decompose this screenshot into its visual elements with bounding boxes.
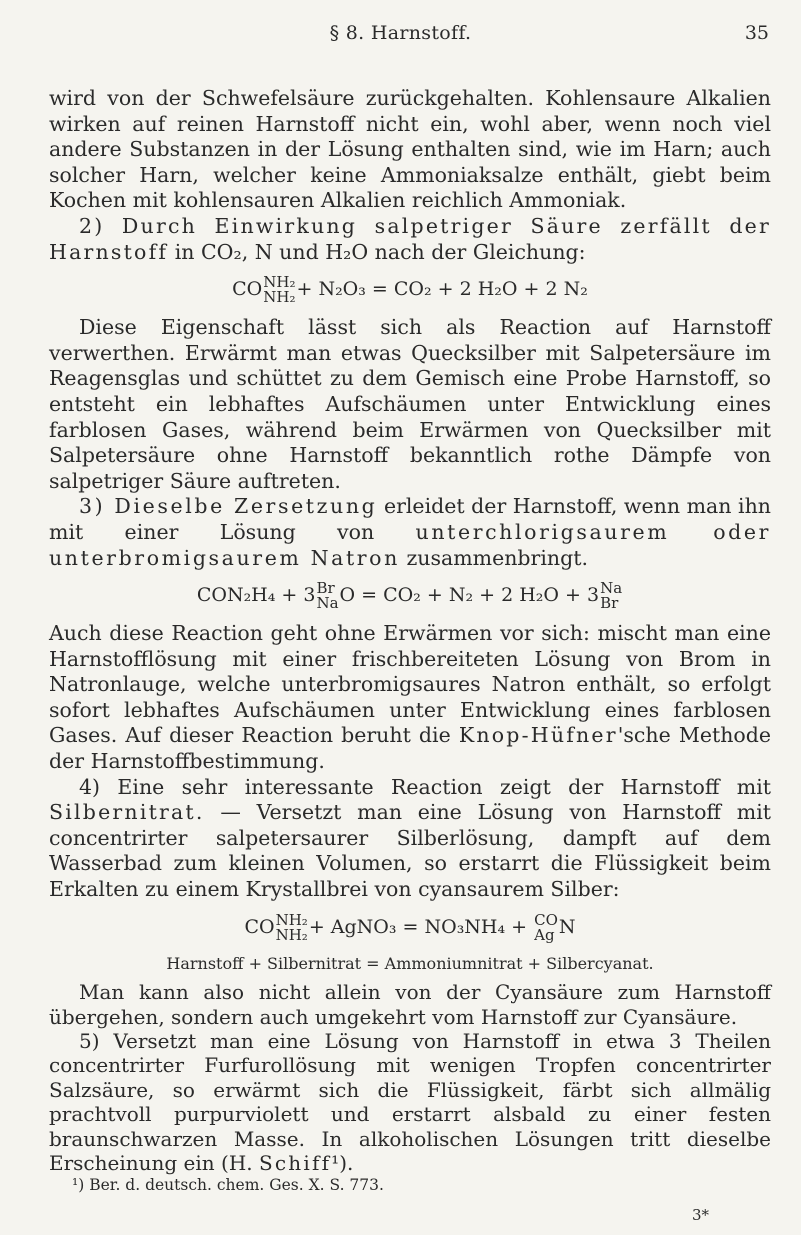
equation-3-frac2-bottom: Ag [534, 925, 555, 944]
equation-3-frac-bottom: NH₂ [275, 925, 308, 944]
paragraph-6-lead: 4) Eine sehr interessante Reaction zeigt der Harnstoff mit [79, 774, 771, 799]
equation-1 [49, 267, 771, 313]
equation-3-mid: + AgNO₃ = NO₃NH₄ + [308, 915, 534, 938]
page-number: 35 [744, 22, 769, 44]
paragraph-3: Diese Eigenschaft lässt sich als Reaction auf Harnstoff verwerthen. Erwärmt man etwas Quecksilber mit Salpetersäure im Reagensglas und schüttet zu dem Gemisch eine Probe Harnstoff, so entsteht ein lebhaftes Aufschäumen unter Entwicklung eines farblosen Gases, während beim Erwärmen von Quecksilber mit Salpetersäure ohne Harnstoff bekanntlich rothe Dämpfe von salpetriger Säure auftreten. [49, 315, 771, 493]
paragraph-4-lead: 3) Dieselbe Zersetzung [79, 494, 378, 519]
equation-2 [49, 573, 771, 619]
footnote: ¹) Ber. d. deutsch. chem. Ges. X. S. 773. [72, 1176, 384, 1194]
equation-3-right: N [558, 915, 576, 938]
main-text [49, 86, 771, 1175]
paragraph-8-text: 5) Versetzt man eine Lösung von Harnstoff in etwa 3 Theilen concentrirter Furfurollösung mit wenigen Tropfen concentrirter Salzsäure, so erwärmt sich die Flüssigkeit, färbt sich allmälig prachtvoll purpurviolett und erstarrt alsbald zu einer festen braunschwarzen Masse. In alkoholischen Lösungen tritt dieselbe Erscheinung ein (H. [49, 1029, 771, 1176]
equation-2-frac1-top: Br [316, 579, 335, 598]
equation-3-left: CO [244, 915, 275, 938]
section-title: § 8. Harnstoff. [329, 22, 472, 44]
paragraph-5 [49, 621, 771, 775]
equation-2-mid: O = CO₂ + N₂ + 2 H₂O + 3 [339, 584, 600, 607]
equation-1-left: CO [232, 278, 263, 301]
paragraph-8-spaced: Schiff [258, 1151, 332, 1176]
paragraph-4-spaced: unterchlorigsaurem oder unterbromigsaurem Natron [49, 519, 771, 570]
paragraph-4 [49, 494, 771, 571]
equation-2-fraction-2 [600, 581, 622, 611]
paragraph-2-rest: in CO₂, N und H₂O nach der Gleichung: [168, 239, 586, 264]
equation-3-fraction-1 [275, 910, 308, 944]
equation-1-frac-bottom: NH₂ [263, 288, 296, 307]
paragraph-1: wird von der Schwefelsäure zurückgehalten. Kohlensaure Alkalien wirken auf reinen Harnstoff nicht ein, wohl aber, wenn noch viel andere Substanzen in der Lösung enthalten sind, wie im Harn; auch solcher Harn, welcher keine Ammoniaksalze enthält, giebt beim Kochen mit kohlensauren Alkalien reichlich Ammoniak. [49, 86, 771, 213]
equation-2-frac2-top: Na [600, 579, 623, 598]
paragraph-8 [49, 1029, 771, 1175]
paragraph-4-tail: zusammenbringt. [399, 545, 588, 570]
paragraph-8-tail: ¹). [331, 1151, 354, 1176]
equation-1-right: + N₂O₃ = CO₂ + 2 H₂O + 2 N₂ [296, 278, 588, 301]
equation-2-fraction-1 [316, 581, 338, 611]
equation-3-fraction-2 [534, 910, 558, 944]
equation-3 [49, 905, 771, 951]
equation-1-fraction [263, 275, 295, 305]
paragraph-2 [49, 214, 771, 265]
paragraph-7: Man kann also nicht allein von der Cyansäure zum Harnstoff übergehen, sondern auch umgekehrt vom Harnstoff zur Cyansäure. [49, 980, 771, 1029]
paragraph-6 [49, 775, 771, 903]
paragraph-5-spaced: Knop-Hüfner [458, 723, 618, 748]
equation-3-label: Harnstoff + Silbernitrat = Ammoniumnitrat + Silbercyanat. [166, 953, 654, 973]
signature-mark: 3* [691, 1206, 709, 1224]
paragraph-2-lead: 2) Durch Einwirkung salpetriger Säure zerfällt der Harnstoff [49, 213, 771, 264]
equation-1-frac-top: NH₂ [263, 273, 296, 292]
paragraph-5-text: Auch diese Reaction geht ohne Erwärmen vor sich: mischt man eine Harnstofflösung mit einer frischbereiteten Lösung von Brom in Natronlauge, welche unterbromigsaures Natron enthält, so erfolgt sofort lebhaftes Aufschäumen unter Entwicklung eines farblosen Gases. Auf dieser Reaction beruht die [49, 621, 771, 748]
equation-2-frac1-bottom: Na [316, 594, 339, 613]
equation-3-frac2-top: CO [534, 910, 558, 929]
paragraph-5-tail: 'sche Methode der Harnstoffbestimmung. [49, 723, 771, 774]
paragraph-6-tail: — Versetzt man eine Lösung von Harnstoff mit concentrirter salpetersaurer Silberlösung, dampft auf dem Wasserbad zum kleinen Volumen, so erstarrt die Flüssigkeit beim Erkalten zu einem Krystallbrei von cyansaurem Silber: [49, 800, 771, 902]
paragraph-4-mid: erleidet der Harnstoff, wenn man ihn mit einer Lösung von [49, 494, 771, 544]
equation-2-frac2-bottom: Br [600, 594, 619, 613]
running-header [0, 22, 801, 52]
equation-2-left: CON₂H₄ + 3 [196, 584, 316, 607]
equation-3-frac-top: NH₂ [275, 910, 308, 929]
paragraph-6-spaced: Silbernitrat. [49, 800, 205, 825]
